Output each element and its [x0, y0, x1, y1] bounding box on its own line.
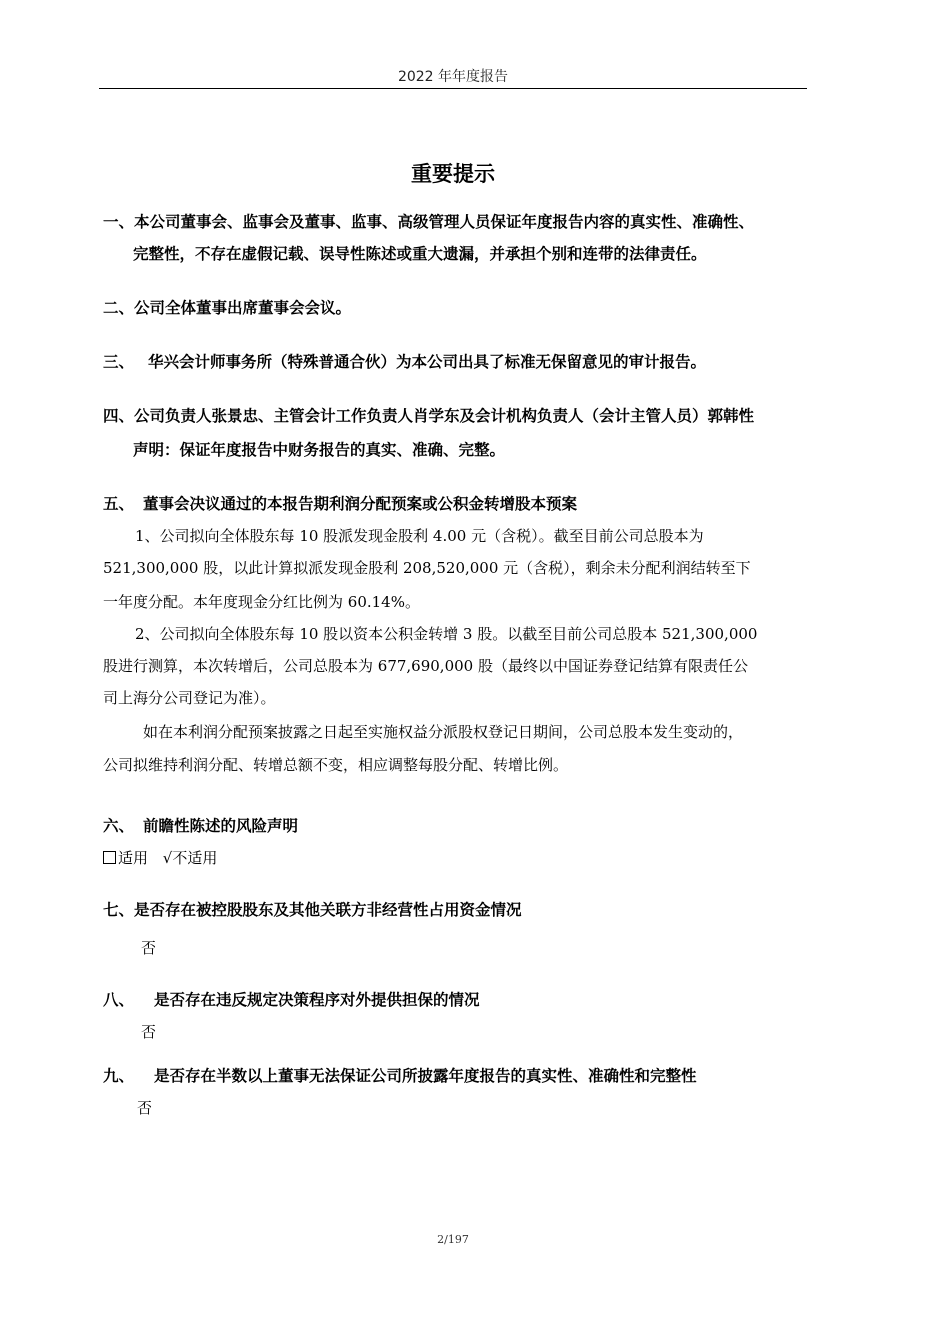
section-8-heading	[103, 990, 480, 1010]
section-9-heading	[103, 1066, 697, 1086]
section-5-heading	[103, 494, 577, 514]
section-9-number: 九、	[103, 1067, 135, 1085]
section-7-heading	[103, 900, 522, 920]
section-5-para-3-line-2: 公司拟维持利润分配、转增总额不变，相应调整每股分配、转增比例。	[103, 756, 569, 774]
section-1-line-2: 完整性，不存在虚假记载、误导性陈述或重大遗漏，并承担个别和连带的法律责任。	[133, 245, 707, 263]
section-2	[103, 298, 351, 318]
section-5-para-1-line-3: 一年度分配。本年度现金分红比例为 60.14%。	[103, 593, 420, 611]
section-5-para-2-line-1: 2、公司拟向全体股东每 10 股以资本公积金转增 3 股。以截至目前公司总股本 521,300,000	[135, 625, 758, 643]
section-5-para-1-line-1: 1、公司拟向全体股东每 10 股派发现金股利 4.00 元（含税）。截至目前公司总股本为	[135, 527, 704, 545]
section-3	[103, 352, 706, 372]
section-4-line-2: 声明：保证年度报告中财务报告的真实、准确、完整。	[133, 441, 506, 459]
section-8-number: 八、	[103, 991, 135, 1009]
section-6-heading	[103, 816, 298, 836]
option-applicable-label: 适用	[118, 849, 149, 867]
section-7-text: 是否存在被控股股东及其他关联方非经营性占用资金情况	[134, 901, 522, 919]
running-header: 2022 年年度报告	[397, 69, 509, 85]
checkmark-icon: √	[162, 849, 173, 867]
section-5-para-2-line-2: 股进行测算，本次转增后，公司总股本为 677,690,000 股（最终以中国证券登记结算有限责任公	[103, 657, 748, 675]
page-number: 2/197	[437, 1233, 469, 1246]
section-1-number: 一、	[103, 213, 135, 231]
section-4-line-1	[103, 406, 754, 426]
section-2-number: 二、	[103, 299, 135, 317]
section-4-number: 四、	[103, 407, 135, 425]
section-1-line-1	[103, 212, 754, 232]
section-9-answer: 否	[137, 1099, 153, 1117]
section-8-answer: 否	[141, 1023, 157, 1041]
section-5-para-3-line-1: 如在本利润分配预案披露之日起至实施权益分派股权登记日期间，公司总股本发生变动的，	[143, 723, 744, 741]
section-4-text: 公司负责人张景忠、主管会计工作负责人肖学东及会计机构负责人（会计主管人员）郭韩性	[134, 407, 755, 425]
section-5-para-2-line-3: 司上海分公司登记为准）。	[103, 689, 276, 707]
section-3-number: 三、	[103, 353, 135, 371]
page-title: 重要提示	[411, 162, 495, 186]
header-rule	[99, 88, 807, 89]
option-not-applicable-label: 不适用	[172, 849, 218, 867]
section-8-text: 是否存在违反规定决策程序对外提供担保的情况	[154, 991, 480, 1009]
section-5-text: 董事会决议通过的本报告期利润分配预案或公积金转增股本预案	[143, 495, 578, 513]
section-7-answer: 否	[141, 939, 157, 957]
section-5-para-1-line-2: 521,300,000 股，以此计算拟派发现金股利 208,520,000 元（含税），剩余未分配利润结转至下	[103, 559, 751, 577]
checkbox-empty-icon	[103, 851, 116, 864]
section-6-options	[103, 848, 217, 868]
section-9-text: 是否存在半数以上董事无法保证公司所披露年度报告的真实性、准确性和完整性	[154, 1067, 697, 1085]
section-2-text: 公司全体董事出席董事会会议。	[134, 299, 352, 317]
section-7-number: 七、	[103, 901, 135, 919]
section-6-number: 六、	[103, 817, 135, 835]
section-1-text: 本公司董事会、监事会及董事、监事、高级管理人员保证年度报告内容的真实性、准确性、	[134, 213, 755, 231]
section-5-number: 五、	[103, 495, 135, 513]
section-3-text: 华兴会计师事务所（特殊普通合伙）为本公司出具了标准无保留意见的审计报告。	[148, 353, 707, 371]
section-6-text: 前瞻性陈述的风险声明	[143, 817, 299, 835]
